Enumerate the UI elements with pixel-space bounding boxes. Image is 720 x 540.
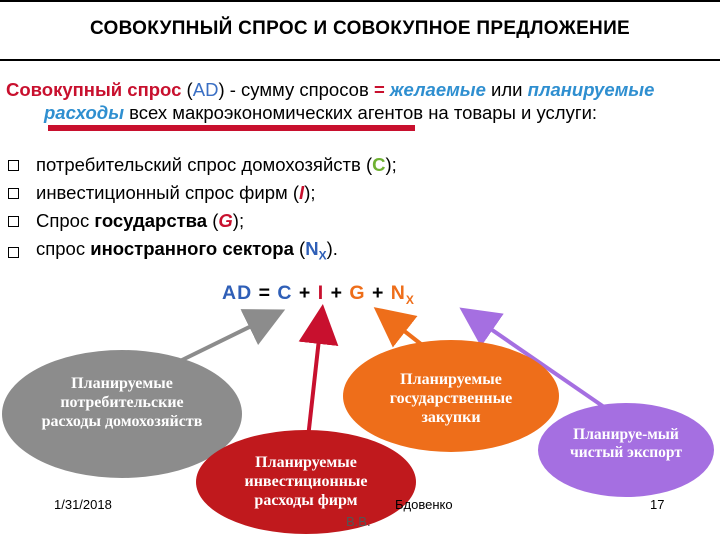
footer-author-initials: В.В. — [346, 514, 371, 529]
arrow-investment — [308, 312, 322, 438]
definition-paragraph: Совокупный спрос (AD) - сумму спросов = желаемые или планируемые расходы всех макроэкономических агентов на товары и услуги: — [6, 79, 655, 123]
definition-term: Совокупный спрос — [6, 79, 182, 100]
slide-title: СОВОКУПНЫЙ СПРОС И СОВОКУПНОЕ ПРЕДЛОЖЕНИЕ — [89, 18, 630, 39]
bullet-item: инвестиционный спрос фирм (I); — [8, 179, 397, 207]
footer-author: Бдовенко — [395, 497, 453, 512]
ellipse-netexport-label: Планируе-мый чистый экспорт — [570, 426, 682, 461]
ad-formula: AD = $C + I + G + N_X$ — [222, 282, 415, 307]
definition-ad: AD — [192, 79, 219, 100]
arrow-consumer — [178, 313, 278, 362]
bullet-item: Спрос государства (G); — [8, 207, 397, 235]
bullet-item: спрос иностранного сектора $(N_X)$. — [8, 235, 397, 270]
ellipse-consumer-label: Планируемые потребительские расходы домохозяйств — [41, 375, 203, 430]
ellipse-investment-label: Планируемые инвестиционные расходы фирм — [244, 454, 368, 509]
footer-page-number: 17 — [650, 497, 665, 512]
ellipse-government-label: Планируемые государственные закупки — [389, 371, 513, 426]
bullet-item: потребительский спрос домохозяйств (C); — [8, 151, 397, 179]
footer-date: 1/31/2018 — [54, 497, 112, 512]
definition-planned: планируемые расходы — [44, 79, 655, 123]
definition-desired: желаемые — [389, 79, 486, 100]
